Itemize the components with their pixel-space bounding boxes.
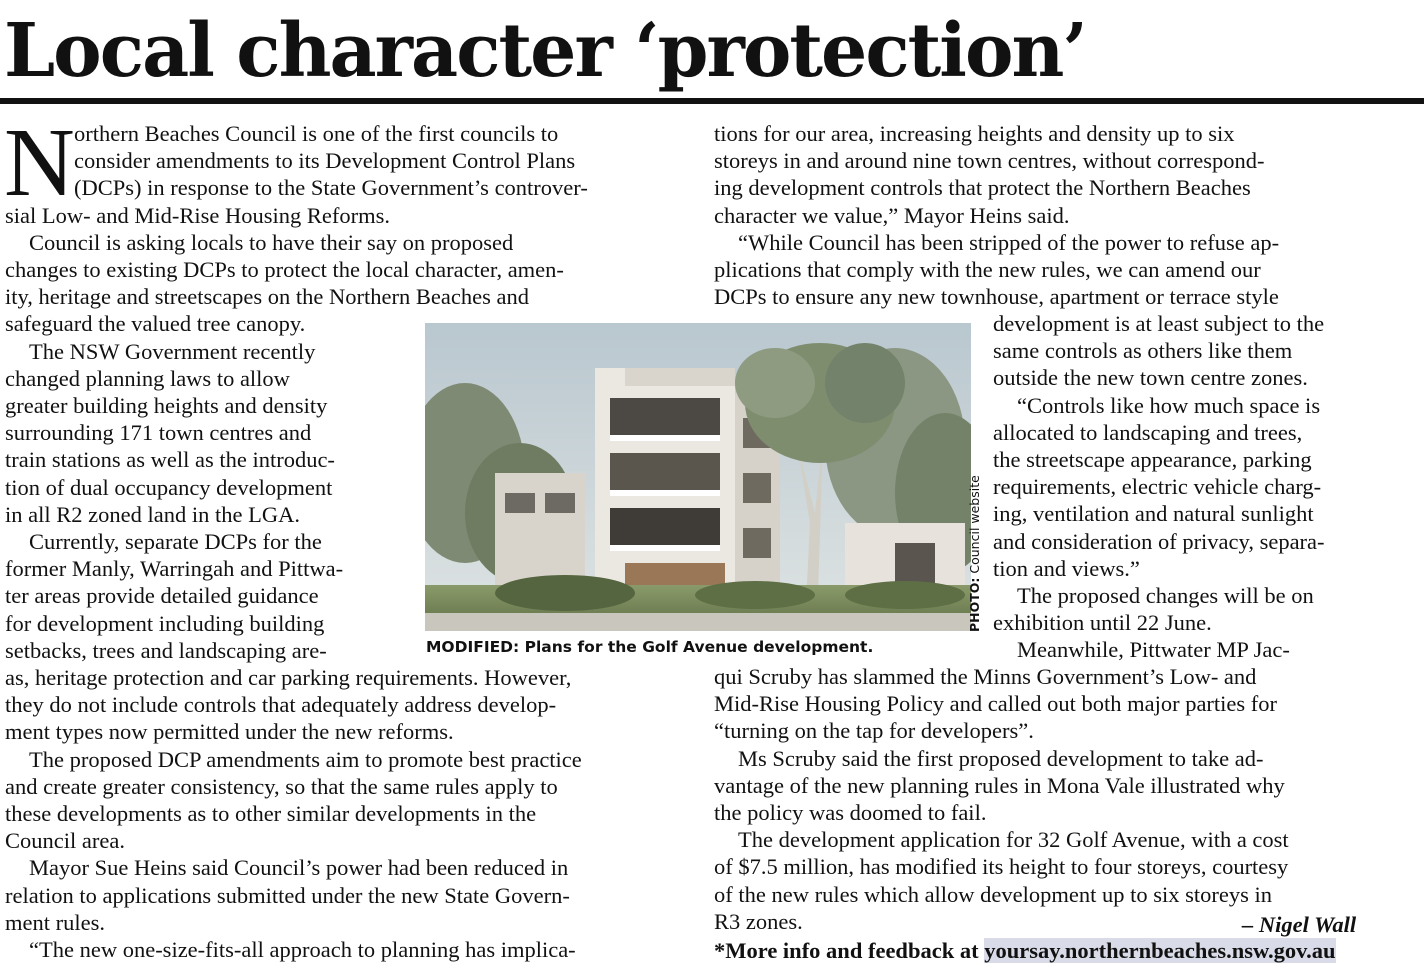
article-line: they do not include controls that adequately address develop- (5, 692, 557, 718)
article-line: R3 zones. (714, 908, 803, 934)
photo-credit-source: Council website (967, 475, 982, 578)
photo-credit-label: PHOTO: (967, 577, 982, 632)
article-line: requirements, electric vehicle charg- (993, 474, 1322, 500)
development-photo (425, 323, 971, 631)
article-line: character we value,” Mayor Heins said. (714, 202, 1070, 228)
article-line: tion and views.” (993, 555, 1140, 581)
article-line: qui Scruby has slammed the Minns Government’s Low- and (714, 664, 1257, 689)
article-line: The proposed DCP amendments aim to promote best practice (29, 746, 582, 772)
article-line: relation to applications submitted under the new State Govern- (5, 882, 570, 908)
article-line: “turning on the tap for developers”. (714, 718, 1034, 744)
article-line: ity, heritage and streetscapes on the Northern Beaches and (5, 284, 529, 310)
article-line: changed planning laws to allow (5, 365, 290, 391)
article-line: “The new one-size-fits-all approach to planning has implica- (29, 937, 576, 962)
article-line: sial Low- and Mid-Rise Housing Reforms. (5, 202, 390, 228)
more-info-text: *More info and feedback at (714, 938, 985, 963)
article-line: same controls as others like them (993, 338, 1293, 364)
article-line: ter areas provide detailed guidance (5, 583, 319, 609)
article-line: of the new rules which allow development up to six storeys in (714, 881, 1273, 907)
article-line: safeguard the valued tree canopy. (5, 311, 306, 337)
article-line: and create greater consistency, so that the same rules apply to (5, 773, 558, 799)
article-line: Ms Scruby said the first proposed development to take ad- (738, 745, 1264, 771)
article-line: “While Council has been stripped of the power to refuse ap- (738, 229, 1280, 255)
article-line: tions for our area, increasing heights and density up to six (714, 121, 1235, 146)
article-line: The proposed changes will be on (1017, 583, 1314, 608)
article-line: these developments as to other similar developments in the (5, 801, 537, 826)
article-line: (DCPs) in response to the State Government’s controver- (74, 175, 588, 201)
article-line: setbacks, trees and landscaping are- (5, 637, 327, 663)
article-line: for development including building (5, 610, 325, 636)
article-line: development is at least subject to the (993, 311, 1325, 336)
article-line: storeys in and around nine town centres, without correspond- (714, 148, 1265, 174)
article-line: changes to existing DCPs to protect the local character, amen- (5, 257, 564, 282)
article-line: Currently, separate DCPs for the (29, 529, 322, 554)
article-line: as, heritage protection and car parking requirements. However, (5, 665, 572, 690)
article-line: and consideration of privacy, separa- (993, 528, 1325, 554)
article-line: Mid-Rise Housing Policy and called out both major parties for (714, 691, 1278, 717)
more-info-line (714, 937, 1336, 964)
drop-cap: N (4, 109, 75, 217)
article-line: DCPs to ensure any new townhouse, apartment or terrace style (714, 284, 1279, 310)
article-line: surrounding 171 town centres and (5, 420, 312, 446)
article-line: greater building heights and density (5, 393, 328, 418)
article-line: exhibition until 22 June. (993, 610, 1212, 636)
article-line: the policy was doomed to fail. (714, 800, 987, 825)
article-line: the streetscape appearance, parking (993, 447, 1312, 472)
photo-credit (967, 475, 993, 632)
article-line: of $7.5 million, has modified its height to four storeys, courtesy (714, 854, 1289, 880)
article-line: outside the new town centre zones. (993, 365, 1308, 391)
article-line: ing development controls that protect the Northern Beaches (714, 175, 1251, 201)
headline: Local character ‘protection’ (4, 8, 1086, 94)
article-line: The development application for 32 Golf Avenue, with a cost (738, 827, 1289, 853)
article-line: Council area. (5, 828, 125, 854)
article-line: vantage of the new planning rules in Mona Vale illustrated why (714, 772, 1285, 798)
article-line: ment types now permitted under the new reforms. (5, 719, 454, 745)
byline: – Nigel Wall (1242, 912, 1357, 937)
article-line: Meanwhile, Pittwater MP Jac- (1017, 637, 1290, 663)
article-line: in all R2 zoned land in the LGA. (5, 501, 300, 527)
headline-rule (0, 98, 1424, 104)
photo-caption: MODIFIED: Plans for the Golf Avenue development. (426, 638, 874, 656)
article-line: tion of dual occupancy development (5, 474, 333, 500)
article-line: The NSW Government recently (29, 338, 316, 364)
article-line: train stations as well as the introduc- (5, 447, 335, 473)
article-line: Mayor Sue Heins said Council’s power had been reduced in (29, 855, 569, 881)
article-line: “Controls like how much space is (1017, 392, 1321, 418)
article-line: consider amendments to its Development Control Plans (74, 148, 576, 174)
article-line: allocated to landscaping and trees, (993, 419, 1303, 445)
article-line: former Manly, Warringah and Pittwa- (5, 556, 344, 582)
article-line: plications that comply with the new rules, we can amend our (714, 257, 1261, 282)
feedback-link[interactable]: yoursay.northernbeaches.nsw.gov.au (984, 938, 1336, 963)
article-line: Council is asking locals to have their say on proposed (29, 229, 514, 255)
article-line: ing, ventilation and natural sunlight (993, 501, 1314, 527)
article-line: ment rules. (5, 909, 105, 935)
article-line: orthern Beaches Council is one of the first councils to (74, 121, 559, 146)
